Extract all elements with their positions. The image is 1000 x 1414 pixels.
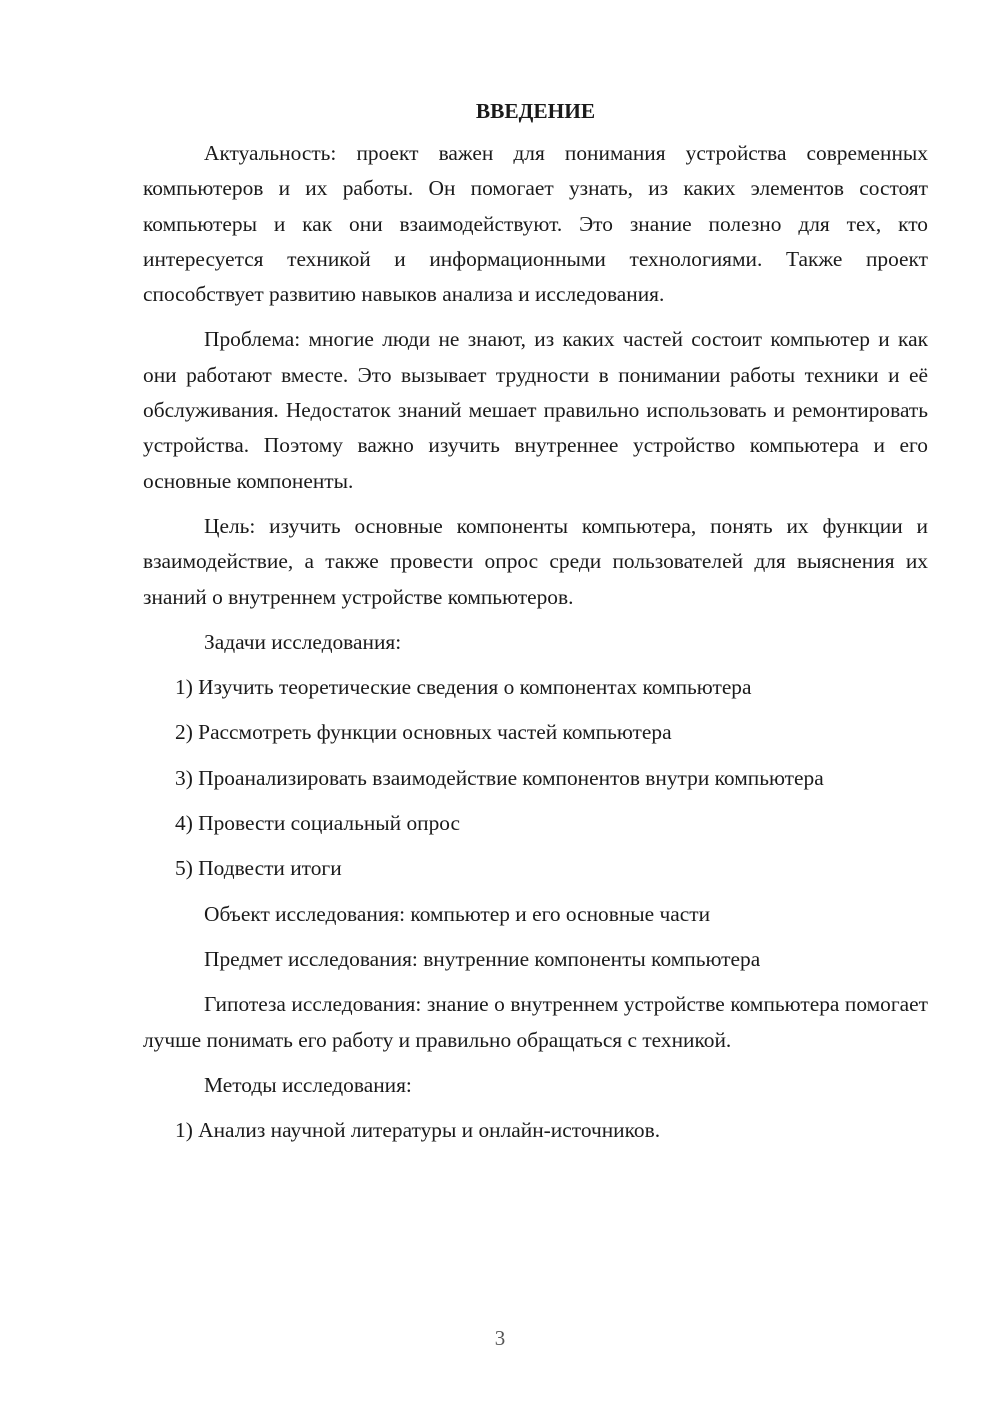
document-page	[143, 96, 928, 1158]
research-hypothesis: Гипотеза исследования: знание о внутреннем устройстве компьютера помогает лучше понимать его работу и правильно обращаться с техникой.	[143, 992, 928, 1052]
method-item: 1) Анализ научной литературы и онлайн-источников.	[175, 1118, 661, 1143]
research-object: Объект исследования: компьютер и его основные части	[204, 901, 711, 926]
section-title: ВВЕДЕНИЕ	[475, 99, 596, 123]
task-item: 3) Проанализировать взаимодействие компонентов внутри компьютера	[175, 765, 824, 790]
research-subject: Предмет исследования: внутренние компоненты компьютера	[204, 946, 761, 971]
goal-paragraph: Цель: изучить основные компоненты компьютера, понять их функции и взаимодействие, а также провести опрос среди пользователей для выяснения их знаний о внутреннем устройстве компьютеров.	[143, 513, 928, 609]
task-item: 5) Подвести итоги	[175, 856, 342, 881]
problem-paragraph: Проблема: многие люди не знают, из каких частей состоит компьютер и как они работают вместе. Это вызывает трудности в понимании работы техники и её обслуживания. Недостаток знаний мешает правильно использовать и ремонтировать устройства. Поэтому важно изучить внутреннее устройство компьютера и его основные компоненты.	[143, 327, 928, 493]
page-number: 3	[494, 1326, 506, 1350]
methods-heading: Методы исследования:	[204, 1072, 412, 1097]
task-item: 1) Изучить теоретические сведения о компонентах компьютера	[175, 675, 752, 700]
tasks-heading: Задачи исследования:	[204, 629, 402, 654]
relevance-paragraph: Актуальность: проект важен для понимания устройства современных компьютеров и их работы. Он помогает узнать, из каких элементов состоят компьютеры и как они взаимодействуют. Это знание полезно для тех, кто интересуется техникой и информационными технологиями. Также проект способствует развитию навыков анализа и исследования.	[143, 141, 928, 307]
task-item: 2) Рассмотреть функции основных частей компьютера	[175, 720, 672, 745]
task-item: 4) Провести социальный опрос	[175, 811, 461, 836]
